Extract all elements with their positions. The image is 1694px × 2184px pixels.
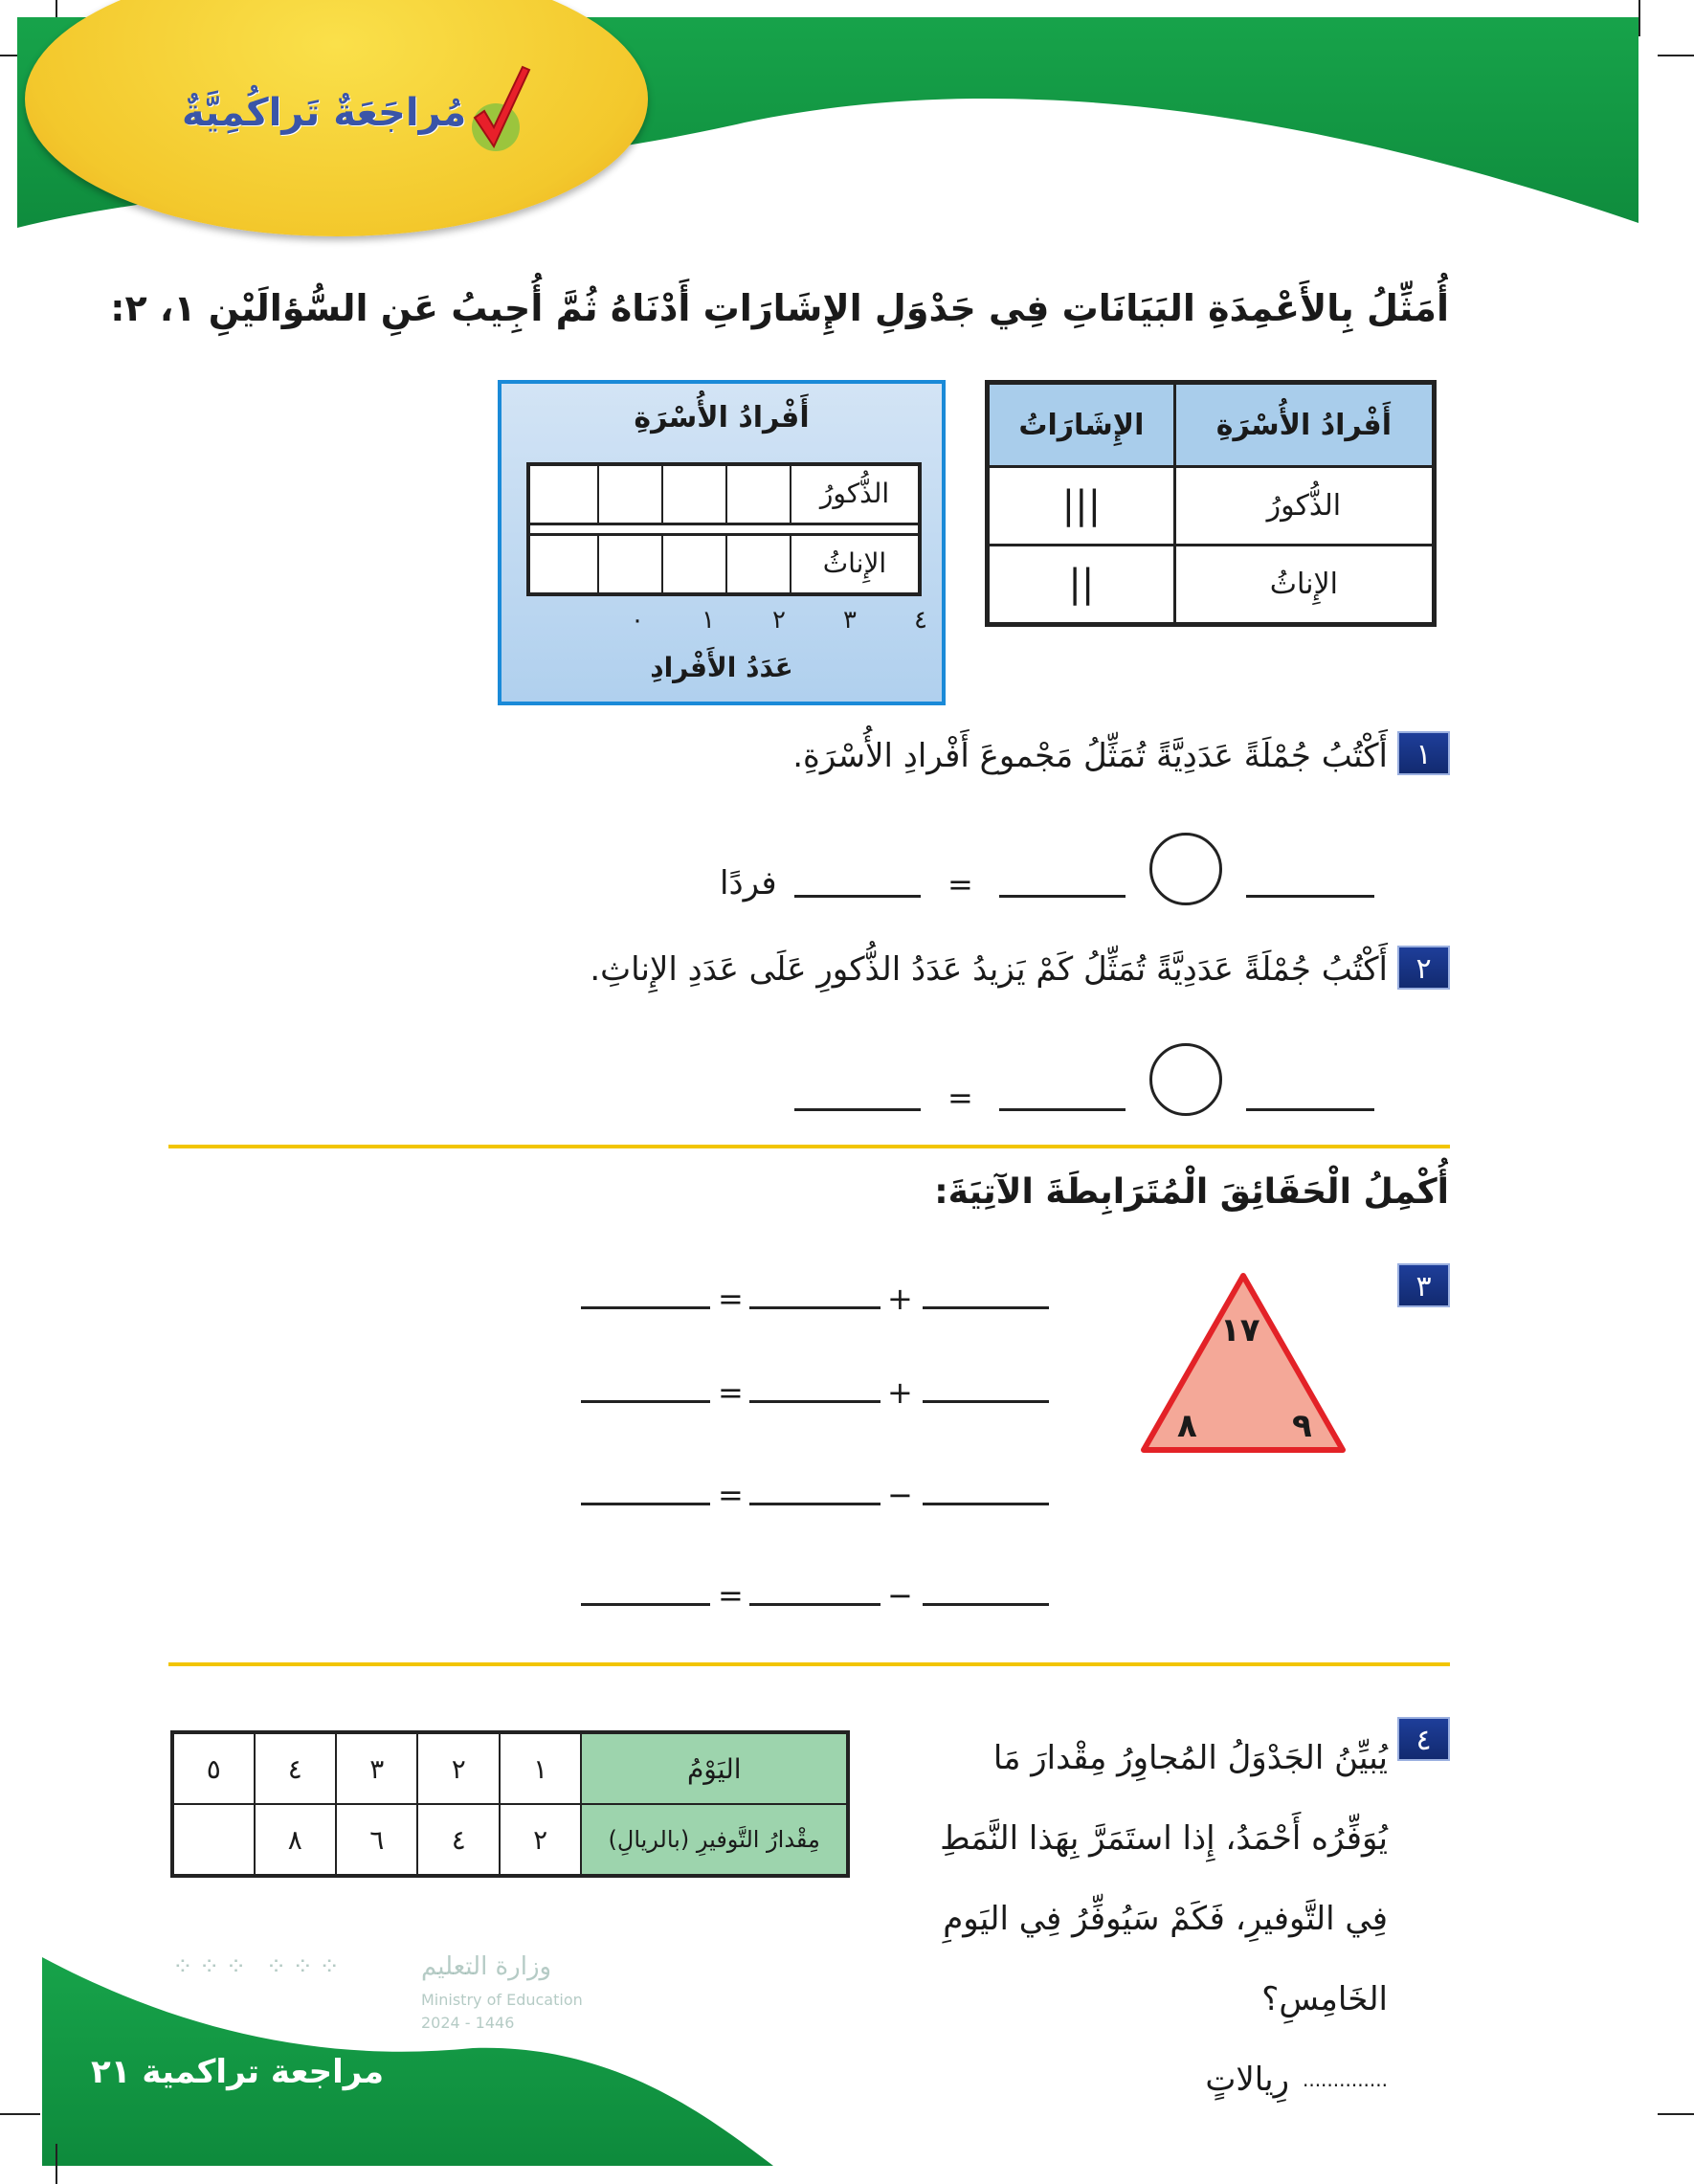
crop-mark [0,2113,40,2115]
answer-blank[interactable] [581,1503,710,1505]
chart-title: أَفْرادُ الأُسْرَةِ [634,401,810,435]
answer-blank[interactable] [794,895,921,898]
amount-cell: ٨ [255,1804,336,1876]
row-label: الذُّكورُ [1174,467,1434,546]
grid-cell[interactable] [661,466,725,523]
answer-blank[interactable] [1246,1108,1374,1111]
fact-family-triangle [1138,1270,1349,1456]
answer-blank[interactable] [749,1400,880,1403]
tick-label: ١ [702,606,715,635]
grid-cell[interactable] [533,466,597,523]
question-text-line: فِي التَّوفيرِ، فَكَمْ سَيُوفِّرُ فِي اليَومِ [943,1900,1388,1938]
operator: + [887,1281,913,1317]
equals-sign: = [947,1080,973,1116]
crop-mark [1638,0,1640,36]
tally-table [985,380,1437,627]
section-divider [168,1145,1450,1148]
instructions: أُمَثِّلُ بِالأَعْمِدَةِ البَيَانَاتِ فِي جَدْوَلِ الإِشَارَاتِ أَدْنَاهُ ثُمَّ أُجِيبُ عَنِ السُّؤالَيْنِ ١، ٢: [110,287,1449,329]
watermark-logo: ⁘⁘⁘ ⁘⁘⁘ [172,1952,345,1981]
amount-cell[interactable] [172,1804,255,1876]
grid-cell[interactable] [597,466,661,523]
question-text: أَكْتُبُ جُمْلَةً عَدَدِيَّةً تُمَثِّلُ كَمْ يَزيدُ عَدَدُ الذُّكورِ عَلَى عَدَدِ الإِناثِ. [590,950,1388,989]
operator: − [887,1477,913,1513]
answer-blank[interactable] [581,1400,710,1403]
answer-blank[interactable] [923,1400,1049,1403]
tick-label: ٠ [631,606,644,635]
row-label: الذُّكورُ [790,466,918,523]
day-cell: ٣ [336,1732,417,1804]
watermark-ar: وزارة التعليم [421,1952,552,1981]
grid-cell[interactable] [725,536,790,592]
triangle-right-number: ٩ [1292,1407,1312,1445]
answer-blank[interactable] [794,1108,921,1111]
operator-circle[interactable] [1149,1043,1222,1116]
amount-cell: ٦ [336,1804,417,1876]
question-text-line: الخَامِسِ؟ [1261,1980,1388,2018]
day-cell: ٢ [417,1732,499,1804]
answer-blank[interactable] [749,1603,880,1606]
tally-marks: ||| [988,467,1175,546]
question-number-badge: ٤ [1397,1717,1450,1761]
question-text [871,1718,1388,2120]
triangle-left-number: ٨ [1177,1407,1197,1445]
answer-area [871,2039,1388,2120]
col-header: الإِشَارَاتُ [988,383,1175,467]
grid-cell[interactable] [597,536,661,592]
grid-cell[interactable] [533,536,597,592]
savings-table [170,1730,850,1878]
unit-label: فردًا [720,864,777,903]
row-header: اليَوْمُ [581,1732,848,1804]
question-number-badge: ٣ [1397,1263,1450,1307]
row-label: الإِناثُ [790,536,918,592]
operator: − [887,1577,913,1614]
crop-mark [1658,55,1694,56]
footer-section: مراجعة تراكمية [142,2053,385,2091]
answer-dots[interactable]: .............. [1302,2068,1388,2091]
chart-grid [526,462,922,596]
answer-blank[interactable] [923,1503,1049,1505]
header-title: مُراجَعَةٌ تَراكُمِيَّةٌ [182,91,467,135]
x-axis-label: عَدَدُ الأَفْرادِ [650,652,793,683]
equals-sign: = [718,1374,744,1411]
question-number-badge: ٢ [1397,946,1450,990]
answer-blank[interactable] [749,1503,880,1505]
row-label: الإِناثُ [1174,545,1434,624]
crop-mark [1658,2113,1694,2115]
equals-sign: = [718,1577,744,1614]
checkmark-icon [467,65,534,156]
bar-chart-grid [498,380,946,705]
answer-blank[interactable] [749,1306,880,1309]
axis-ticks [631,606,927,635]
tick-label: ٤ [914,606,927,635]
tick-label: ٢ [772,606,786,635]
operator: + [887,1374,913,1411]
watermark-year: 2024 - 1446 [421,2014,515,2032]
answer-blank[interactable] [923,1603,1049,1606]
question-text: أَكْتُبُ جُمْلَةً عَدَدِيَّةً تُمَثِّلُ مَجْموعَ أَفْرادِ الأُسْرَةِ. [792,737,1388,775]
grid-cell[interactable] [661,536,725,592]
answer-blank[interactable] [923,1306,1049,1309]
equals-sign: = [718,1477,744,1513]
equals-sign: = [718,1281,744,1317]
day-cell: ٤ [255,1732,336,1804]
crop-mark [56,2144,57,2184]
triangle-top-number: ١٧ [1220,1311,1260,1349]
watermark-en: Ministry of Education [421,1991,583,2009]
question-text-line: يُوَفِّرُه أَحْمَدُ، إِذا استَمَرَّ بِهَذا النَّمَطِ [940,1819,1388,1858]
day-cell: ٥ [172,1732,255,1804]
day-cell: ١ [500,1732,581,1804]
row-header: مِقْدارُ التَّوفيرِ (بالريالِ) [581,1804,848,1876]
tick-label: ٣ [843,606,857,635]
section-divider [168,1662,1450,1666]
question-text-line: يُبيِّنُ الجَدْوَلُ المُجاوِرُ مِقْدارَ مَا [992,1739,1388,1777]
answer-blank[interactable] [581,1306,710,1309]
page-number: ٢١ [91,2053,131,2091]
answer-blank[interactable] [999,895,1126,898]
grid-cell[interactable] [725,466,790,523]
equals-sign: = [947,866,973,903]
amount-cell: ٢ [500,1804,581,1876]
tally-marks: || [988,545,1175,624]
answer-blank[interactable] [1246,895,1374,898]
operator-circle[interactable] [1149,833,1222,905]
answer-blank[interactable] [999,1108,1126,1111]
answer-unit: رِيالاتٍ [1205,2061,1289,2099]
amount-cell: ٤ [417,1804,499,1876]
question-number-badge: ١ [1397,731,1450,775]
answer-blank[interactable] [581,1603,710,1606]
footer-title [91,2053,384,2091]
col-header: أَفْرادُ الأُسْرَةِ [1174,383,1434,467]
section-heading: أُكْمِلُ الْحَقَائِقَ الْمُتَرَابِطَةَ الآتِيَةَ: [934,1172,1449,1212]
